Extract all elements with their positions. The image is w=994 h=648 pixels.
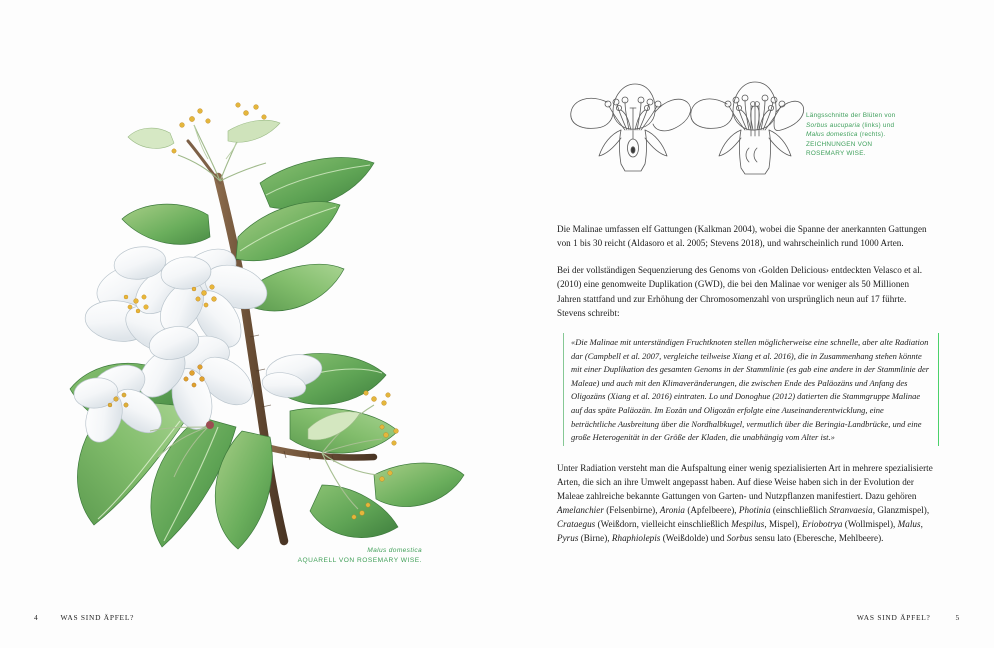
genus-name: Stranvaesia: [829, 505, 873, 516]
genus-name: Amelanchier: [557, 505, 604, 516]
genus-name: Crataegus: [557, 519, 596, 530]
footer-right: [857, 613, 960, 622]
genus-common-name: sensu lato (Eberesche, Mehlbeere).: [752, 533, 884, 544]
sorbus-aucuparia-section: [571, 84, 691, 171]
genus-name: Aronia: [659, 505, 686, 516]
genus-common-name: (Felsenbirne),: [603, 505, 660, 516]
caption-species-malus: Malus domestica: [806, 131, 858, 139]
watercolour-caption-credit: AQUARELL VON ROSEMARY WISE.: [297, 556, 422, 564]
flower-shoot-upper: [128, 103, 280, 181]
flower-longitudinal-sections: [555, 72, 805, 182]
page-number-right: 5: [955, 613, 960, 622]
genus-name: Pyrus: [557, 533, 579, 544]
running-head-right: WAS SIND ÄPFEL?: [856, 613, 931, 622]
apple-blossom-watercolour: [22, 55, 472, 565]
page-number-left: 4: [34, 613, 39, 622]
genus-name: Rhaphiolepis: [611, 533, 661, 544]
caption-line-1: Längsschnitte der Blüten von: [806, 112, 896, 119]
footer-left: [34, 613, 134, 622]
caption-line-3: [806, 130, 926, 140]
line-drawing-caption: [806, 111, 926, 159]
genus-name: Malus: [897, 519, 921, 530]
caption-credit-line-2: ROSEMARY WISE.: [806, 150, 866, 158]
pull-quote-text: «Die Malinae mit unterständigen Fruchtknoten stellen möglicherweise eine schnelle, aber alte Radiation dar (Campbell et al. 2007, vergleiche teilweise Xiang et al. 2016), die in Zusammenhang stehen könnte mit einer Duplikation des gesamten Genoms in der Stammlinie (es gab eine andere in der Stammlinie der Maleae) und auch mit den Klimaveränderungen, die zwischen Ende des Paläozäns und Anfang des Oligozäns (Xiang et al. 2016) eintraten. Lo und Donoghue (2012) datierten die Stammgruppe Malinae auf das späte Paläozän. Im Eozän und Oligozän erfolgte eine Auseinanderentwicklung, eine beträchtliche Ausbreitung über die Nordhalbkugel, vermutlich über die Beringia-Landbrücke, und eine große Heterogenität in der Größe der Kladen, die unabhängig vom Alter ist.»: [571, 336, 930, 443]
caption-species-sorbus: Sorbus aucuparia: [806, 121, 861, 129]
malus-domestica-section: [691, 82, 804, 174]
pull-quote-rule-right: [938, 333, 939, 446]
genus-common-name: ,: [920, 519, 923, 530]
genus-common-name: (Weißdorn, vielleicht einschließlich: [595, 519, 732, 530]
genus-common-name: (Apfelbeere),: [685, 505, 739, 516]
right-page: [497, 0, 994, 648]
caption-line-2: [806, 121, 926, 131]
genus-name: Photinia: [738, 505, 771, 516]
genus-common-name: , Glanzmispel),: [872, 505, 930, 516]
caption-line-2-tail: (links) und: [860, 121, 895, 129]
genus-common-name: (Weißdolde) und: [660, 533, 727, 544]
paragraph-2: Bei der vollständigen Sequenzierung des Genoms von ‹Golden Delicious› entdeckten Velasco et al. (2010) eine genomweite Duplikation (GWD), die bei den Malinae vor weniger als 50 Millionen Jahren stattfand und zur Erhöhung der Chromosomenzahl von ursprünglich neun auf 17 führte. Stevens schreibt:: [557, 265, 923, 318]
genus-common-name: (Wollmispel),: [842, 519, 898, 530]
genus-name: Sorbus: [726, 533, 753, 544]
paragraph-3: [557, 461, 934, 546]
genera-list: [557, 505, 929, 543]
genus-name: Eriobotrya: [802, 519, 843, 530]
genus-name: Mespilus: [731, 519, 765, 530]
caption-credit-line-1: ZEICHNUNGEN VON: [806, 140, 873, 148]
pull-quote-block: [557, 333, 934, 448]
genus-common-name: , Mispel),: [764, 519, 803, 530]
paragraph-1: Die Malinae umfassen elf Gattungen (Kalkman 2004), wobei die Spanne der anerkannten Gattungen von 1 bis 30 reicht (Aldasoro et al. 2005; Stevens 2018), und wahrscheinlich rund 1000 Arten.: [557, 224, 927, 249]
watercolour-caption: [222, 546, 422, 565]
caption-line-3-tail: (rechts).: [857, 131, 886, 139]
running-head-left: WAS SIND ÄPFEL?: [60, 613, 135, 622]
genus-common-name: (Birne),: [578, 533, 612, 544]
watercolour-caption-species: Malus domestica: [367, 547, 422, 554]
pull-quote-rule-left: [563, 333, 564, 446]
body-text-column: [557, 222, 934, 559]
paragraph-3-lead: Unter Radiation versteht man die Aufspaltung einer wenig spezialisierten Art in mehrere spezialisierte Arten, die sich an ihre Umwelt angepasst haben. Auf diese Weise haben sich in der Evolution der Maleae zahlreiche bekannte Gattungen von Garten- und Nutzpflanzen manifestiert. Dazu gehören: [557, 462, 933, 501]
genus-common-name: (einschließlich: [770, 505, 830, 516]
